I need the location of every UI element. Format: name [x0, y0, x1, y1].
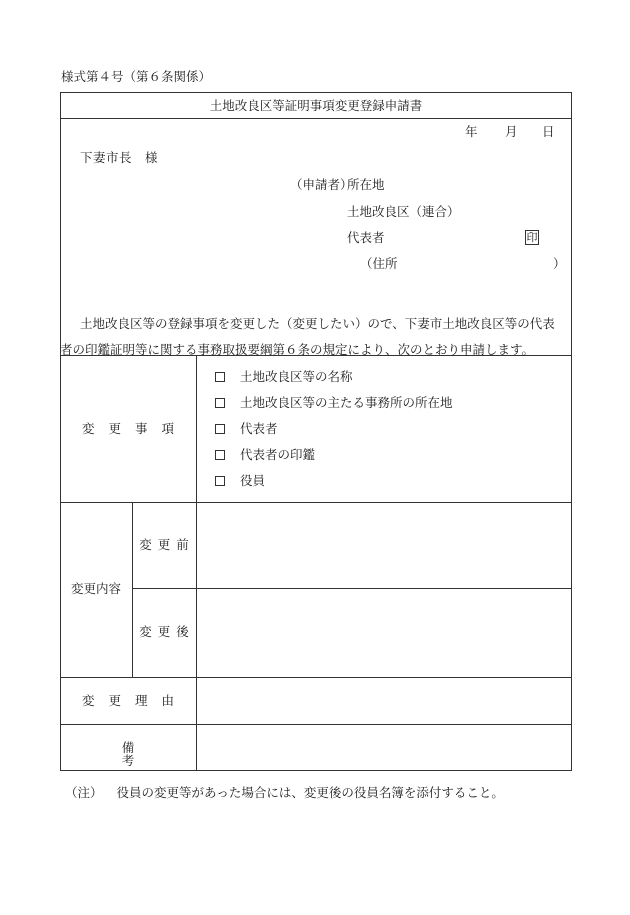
form-number-label: 様式第４号（第６条関係） — [61, 69, 212, 84]
reason-label: 変更理由 — [81, 693, 188, 708]
change-item-label: 土地改良区等の主たる事務所の所在地 — [240, 395, 453, 410]
before-label: 変更前 — [139, 537, 195, 552]
after-content-field[interactable] — [197, 589, 571, 677]
checkbox-icon[interactable] — [215, 476, 225, 486]
change-content-label: 変更内容 — [70, 581, 121, 596]
date-day-label: 日 — [542, 124, 555, 139]
title-divider — [60, 118, 572, 119]
remarks-label: 備考 — [121, 740, 193, 768]
checkbox-icon[interactable] — [215, 398, 225, 408]
after-label: 変更後 — [139, 624, 195, 639]
change-item[interactable] — [215, 397, 453, 423]
checkbox-icon[interactable] — [215, 372, 225, 382]
remarks-field[interactable] — [197, 725, 571, 770]
footnote-text: 役員の変更等があった場合には、変更後の役員名簿を添付すること。 — [116, 785, 504, 800]
applicant-role-label: （申請者） — [290, 177, 353, 192]
footnote-mark: （注） — [65, 785, 103, 800]
address-open-label: （住所 — [360, 256, 398, 271]
footnote — [65, 787, 504, 800]
location-field-label: 所在地 — [347, 177, 385, 192]
form-title: 土地改良区等証明事項変更登録申請書 — [209, 98, 423, 113]
change-item-label: 役員 — [240, 473, 266, 488]
change-item[interactable] — [215, 371, 453, 397]
before-content-field[interactable] — [197, 503, 571, 588]
statement-line-1: 土地改良区等の登録事項を変更した（変更したい）ので、下妻市土地改良区等の代表 — [80, 316, 555, 331]
reason-field[interactable] — [197, 678, 571, 724]
change-item[interactable] — [215, 475, 453, 501]
checkbox-icon[interactable] — [215, 424, 225, 434]
date-year-label: 年 — [465, 124, 478, 139]
date-month-label: 月 — [505, 124, 518, 139]
addressee: 下妻市長 様 — [80, 150, 159, 165]
sub-label-divider — [132, 502, 133, 677]
representative-field-label: 代表者 — [347, 230, 385, 245]
change-item[interactable] — [215, 423, 453, 449]
checkbox-icon[interactable] — [215, 450, 225, 460]
application-statement — [60, 311, 570, 363]
change-items-list — [215, 371, 453, 501]
address-close-paren: ） — [553, 256, 566, 271]
change-item-label: 代表者 — [240, 421, 278, 436]
district-field-label: 土地改良区（連合） — [347, 204, 460, 219]
change-item-label: 土地改良区等の名称 — [240, 369, 353, 384]
seal-mark: 印 — [526, 231, 538, 244]
statement-line-2: 者の印鑑証明等に関する事務取扱要綱第６条の規定により、次のとおり申請します。 — [60, 342, 535, 357]
change-item-label: 代表者の印鑑 — [240, 447, 316, 462]
change-item[interactable] — [215, 449, 453, 475]
change-items-label: 変更事項 — [81, 421, 188, 436]
